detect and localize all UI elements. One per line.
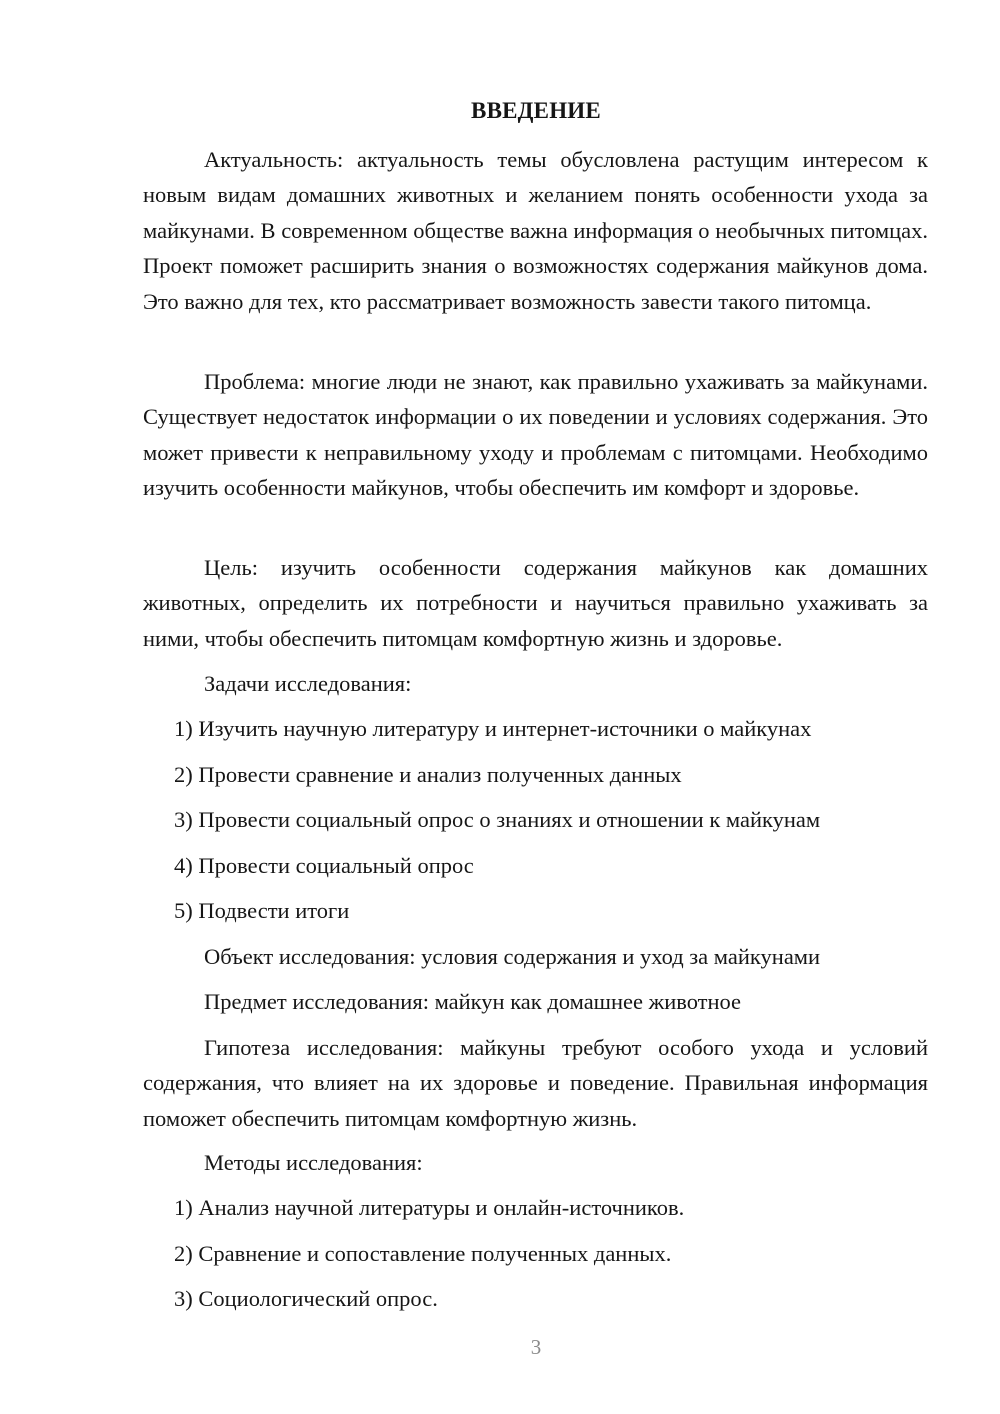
tasks-title-block — [143, 669, 928, 699]
tasks-item-4 — [143, 851, 928, 881]
hypothesis-block — [143, 1030, 928, 1136]
object-block — [143, 942, 928, 972]
problem-paragraph: Проблема: многие люди не знают, как правильно ухаживать за майкунами. Существует недостаток информации о их поведении и условиях содержания. Это может привести к неправильному уходу и проблемам с питомцами. Необходимо изучить особенности майкунов, чтобы обеспечить им комфорт и здоровье. — [143, 369, 928, 501]
list-item: 3) Социологический опрос. — [174, 1286, 438, 1311]
research-subject: Предмет исследования: майкун как домашнее животное — [204, 989, 742, 1014]
tasks-item-3 — [143, 805, 928, 835]
list-item: 4) Провести социальный опрос — [174, 853, 474, 878]
list-item: 1) Анализ научной литературы и онлайн-источников. — [174, 1195, 685, 1220]
list-item: 2) Сравнение и сопоставление полученных данных. — [174, 1241, 672, 1266]
hypothesis-paragraph: Гипотеза исследования: майкуны требуют особого ухода и условий содержания, что влияет на их здоровье и поведение. Правильная информация поможет обеспечить питомцам комфортную жизнь. — [143, 1035, 928, 1131]
goal-paragraph: Цель: изучить особенности содержания майкунов как домашних животных, определить их потребности и научиться правильно ухаживать за ними, чтобы обеспечить питомцам комфортную жизнь и здоровье. — [143, 555, 928, 651]
section-heading: ВВЕДЕНИЕ — [471, 98, 601, 123]
list-item: 2) Провести сравнение и анализ полученных данных — [174, 762, 682, 787]
methods-item-3 — [143, 1284, 928, 1314]
tasks-item-1 — [143, 714, 928, 744]
goal-block — [143, 550, 928, 656]
methods-item-1 — [143, 1193, 928, 1223]
subject-block — [143, 987, 928, 1017]
relevance-paragraph: Актуальность: актуальность темы обусловлена растущим интересом к новым видам домашних животных и желанием понять особенности ухода за майкунами. В современном обществе важна информация о необычных питомцах. Проект поможет расширить знания о возможностях содержания майкунов дома. Это важно для тех, кто рассматривает возможность завести такого питомца. — [143, 147, 928, 314]
tasks-item-5 — [143, 896, 928, 926]
relevance-block — [143, 142, 928, 319]
problem-block — [143, 364, 928, 506]
methods-item-2 — [143, 1239, 928, 1269]
research-object: Объект исследования: условия содержания и уход за майкунами — [204, 944, 821, 969]
list-item: 3) Провести социальный опрос о знаниях и отношении к майкунам — [174, 807, 821, 832]
page-number: 3 — [530, 1335, 542, 1359]
list-item: 1) Изучить научную литературу и интернет-источники о майкунах — [174, 716, 812, 741]
tasks-item-2 — [143, 760, 928, 790]
methods-title: Методы исследования: — [204, 1150, 423, 1175]
list-item: 5) Подвести итоги — [174, 898, 350, 923]
methods-title-block — [143, 1148, 928, 1178]
tasks-title: Задачи исследования: — [204, 671, 412, 696]
